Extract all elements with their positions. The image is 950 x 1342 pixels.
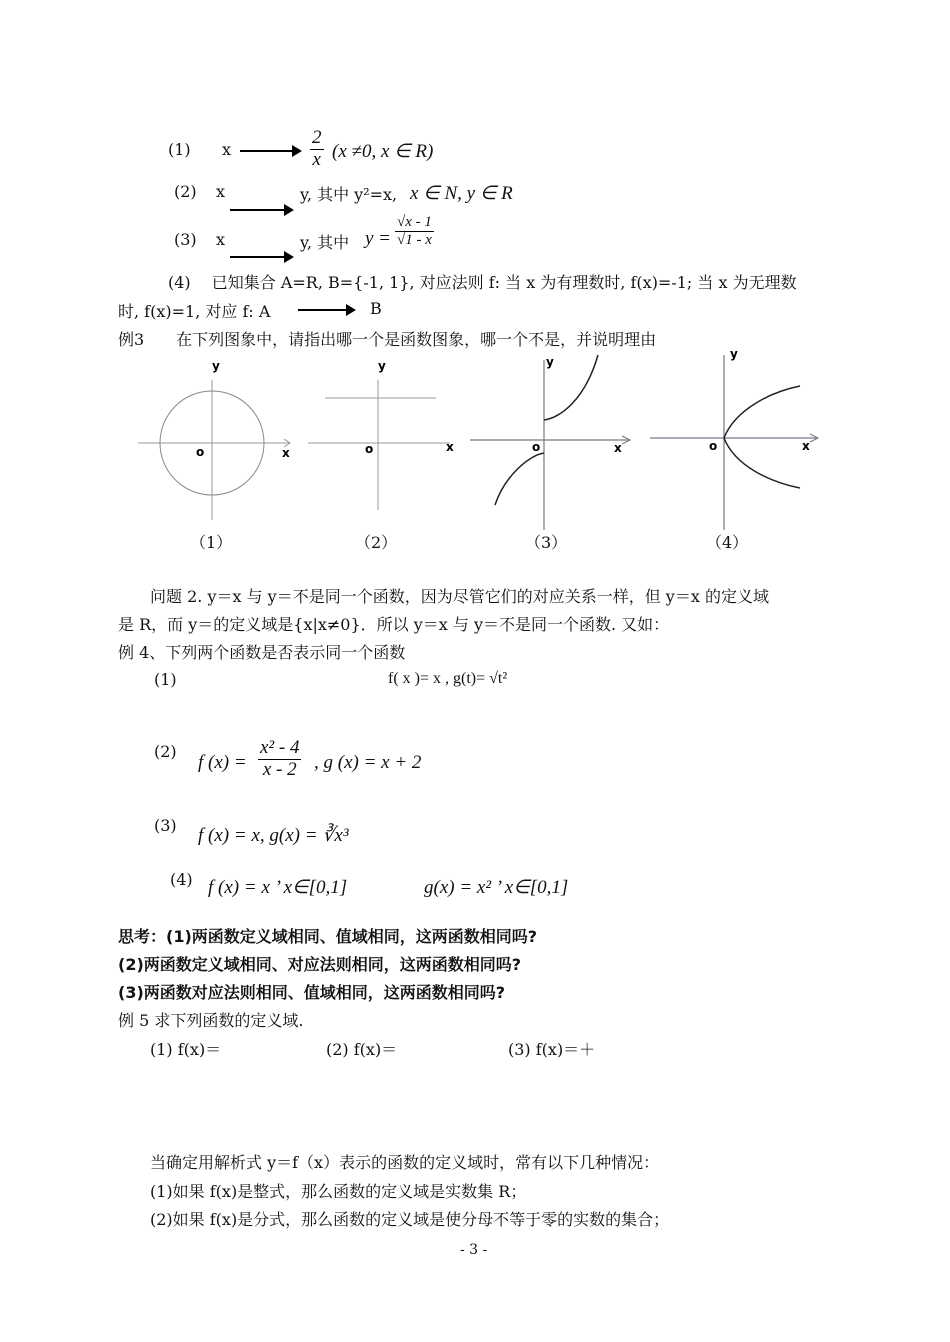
example4-item2-rhs: , g (x) = x + 2: [314, 752, 422, 773]
graph-4-o: o: [709, 439, 718, 453]
example4-item2-lhs: f (x) =: [198, 752, 247, 773]
example5-b: (2) f(x)＝: [326, 1040, 398, 1059]
think-q3: (3)两函数对应法则相同、值域相同，这两函数相同吗?: [118, 983, 506, 1002]
example4-item1-expr: f( x )= x , g(t)= √t²: [388, 670, 508, 687]
graph-1-o: o: [196, 445, 205, 459]
page-number: - 3 -: [460, 1242, 488, 1258]
map2-condition: x ∈ N, y ∈ R: [410, 183, 513, 204]
example4-item1-label: (1): [154, 670, 177, 689]
map1-condition: (x ≠0, x ∈ R): [332, 141, 434, 162]
map3-text: y, 其中: [300, 233, 350, 252]
example4-item4-f: f (x) = x ’ x∈[0,1]: [208, 877, 348, 898]
domain-case2: (2)如果 f(x)是分式，那么函数的定义域是使分母不等于零的实数的集合；: [150, 1210, 670, 1229]
map3-arrow: [230, 256, 292, 258]
map1-label: (1): [168, 140, 191, 159]
example3-title: 例3 在下列图象中，请指出哪一个是函数图象，哪一个不是，并说明理由: [118, 330, 657, 349]
graph-1-label: （1）: [190, 533, 233, 552]
problem2-line2: 是 R，而 y＝的定义域是{x|x≠0}．所以 y＝x 与 y＝不是同一个函数. 又如：: [118, 615, 670, 634]
map3-y: y =: [365, 228, 392, 249]
map1-x: x: [222, 140, 232, 159]
example4-item2-frac: $\frac{\text{x² - 4}}{x - 2}$: [260, 737, 300, 780]
example4-item3-expr: f (x) = x, g(x) = ∛x³: [198, 825, 349, 846]
map4-B: B: [370, 299, 382, 318]
think-q2: (2)两函数定义域相同、对应法则相同，这两函数相同吗?: [118, 955, 522, 974]
map3-label: (3): [174, 230, 197, 249]
example4-item3-label: (3): [154, 816, 177, 835]
map4-line1: (4) 已知集合 A=R, B={-1, 1}, 对应法则 f: 当 x 为有理数时, f(x)=-1; 当 x 为无理数: [168, 273, 797, 292]
graph-2-y: y: [378, 359, 386, 373]
graph-1-x: x: [282, 446, 290, 460]
graph-4: [650, 347, 818, 530]
example5-title: 例 5 求下列函数的定义域.: [118, 1011, 304, 1030]
graph-4-label: （4）: [706, 533, 749, 552]
graph-4-y: y: [730, 347, 738, 361]
graph-2-label: （2）: [355, 533, 398, 552]
graph-3-y: y: [546, 355, 554, 369]
example4-item4-label: (4): [170, 870, 193, 889]
map1-frac: $\frac{2}{x}$: [312, 127, 322, 170]
example5-a: (1) f(x)＝: [150, 1040, 222, 1059]
example5-c: (3) f(x)＝＋: [508, 1040, 596, 1059]
graph-3-label: （3）: [525, 533, 568, 552]
example4-title: 例 4、下列两个函数是否表示同一个函数: [118, 643, 406, 662]
map3-frac: $\frac{√x - 1}{√1 - x}$: [397, 214, 432, 248]
map1-arrow: [240, 150, 300, 152]
graph-2: [308, 359, 454, 510]
graph-3-x: x: [614, 441, 622, 455]
graph-3-o: o: [532, 440, 541, 454]
example4-item2-label: (2): [154, 742, 177, 761]
domain-case1: (1)如果 f(x)是整式，那么函数的定义域是实数集 R；: [150, 1182, 527, 1201]
map4-line2: 时, f(x)=1, 对应 f: A: [118, 302, 271, 321]
graph-2-o: o: [365, 442, 374, 456]
problem2-line1: 问题 2. y＝x 与 y＝不是同一个函数，因为尽管它们的对应关系一样，但 y＝x 的定义域: [150, 587, 769, 606]
think-q1: 思考：(1)两函数定义域相同、值域相同，这两函数相同吗?: [118, 927, 538, 946]
example4-item4-g: g(x) = x² ’ x∈[0,1]: [424, 877, 569, 898]
graph-1-y: y: [212, 359, 220, 373]
graph-3: [470, 355, 630, 530]
function-graphs: [0, 340, 950, 560]
map2-x: x: [216, 182, 226, 201]
graph-1: [138, 359, 290, 520]
domain-intro: 当确定用解析式 y＝f（x）表示的函数的定义域时，常有以下几种情况：: [150, 1153, 660, 1172]
graph-2-x: x: [446, 440, 454, 454]
map2-text: y, 其中 y²=x,: [300, 185, 398, 204]
map2-arrow: [230, 209, 292, 211]
map4-arrow: [298, 309, 354, 311]
graph-4-x: x: [802, 439, 810, 453]
map3-x: x: [216, 230, 226, 249]
map2-label: (2): [174, 182, 197, 201]
